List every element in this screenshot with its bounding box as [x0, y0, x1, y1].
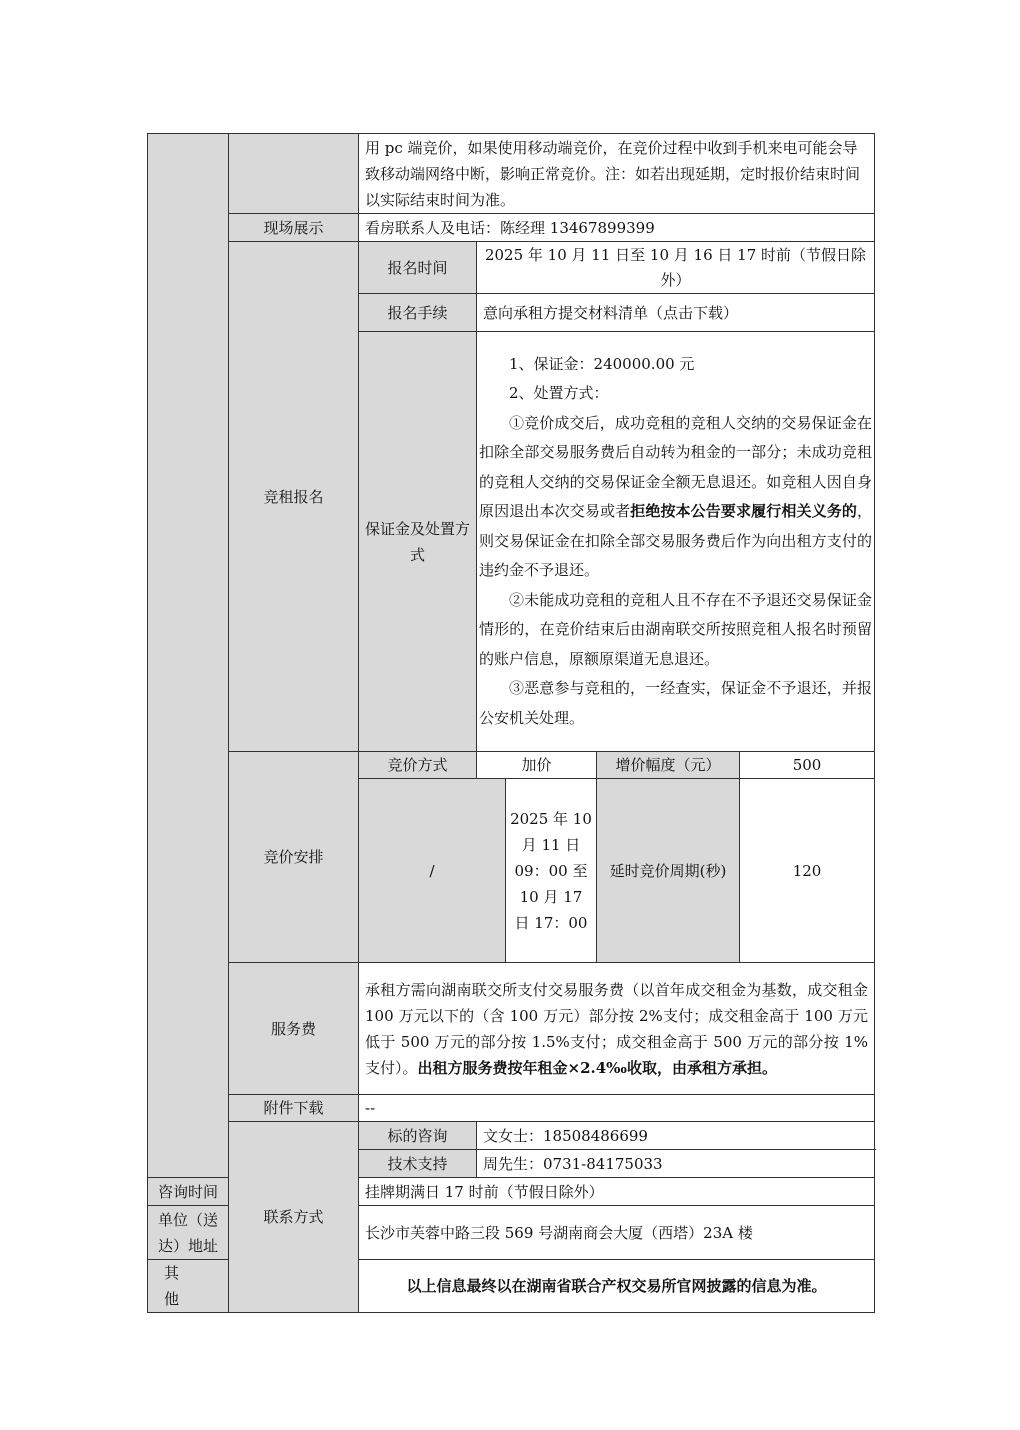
- deposit-label: 保证金及处置方式: [359, 332, 477, 752]
- deposit-para-3: ③恶意参与竞租的，一经查实，保证金不予退还，并报公安机关处理。: [479, 679, 873, 727]
- bid-method-value: 加价: [477, 752, 597, 779]
- bid-period: 2025 年 10 月 11 日 09：00 至 10 月 17 日 17：00: [506, 779, 597, 963]
- site-show-value: 看房联系人及电话：陈经理 13467899399: [359, 214, 875, 242]
- service-fee-text: 承租方需向湖南联交所支付交易服务费（以首年成交租金为基数，成交租金 100 万元以下的（含 100 万元）部分按 2%支付；成交租金高于 100 万元低于 500 万元的部分按 1.5%支付；成交租金高于 500 万元的部分按 1%支付）。: [365, 980, 869, 1077]
- site-show-label: 现场展示: [229, 214, 359, 242]
- deposit-method-title: 2、处置方式：: [509, 384, 609, 403]
- deposit-amount: 1、保证金：240000.00 元: [509, 354, 695, 373]
- reg-procedure-label: 报名手续: [359, 294, 477, 332]
- bid-slash-cell: /: [359, 779, 506, 963]
- rules-label-cell: [229, 134, 359, 214]
- tech-label: 技术支持: [359, 1150, 477, 1178]
- deposit-para-1-bold: 拒绝按本公告要求履行相关义务的: [630, 502, 857, 521]
- increment-label: 增价幅度（元）: [597, 752, 740, 779]
- service-fee-bold: 出租方服务费按年租金×2.4‰收取，由承租方承担。: [417, 1058, 777, 1077]
- delay-label: 延时竞价周期(秒): [597, 779, 740, 963]
- deposit-para-1a: ①竞价成交后，成功竞租的竞租人交纳的交易保证金在扣除全部交易服务费后自动转为租金的一部分；未成功竞租的竞租人交纳的交易保证金全额无息退还。如竞租人因自身原因退出本次交易或者: [479, 413, 873, 521]
- attachment-label: 附件下载: [229, 1095, 359, 1122]
- reg-procedure-value: 意向承租方提交材料清单（点击下载）: [477, 294, 875, 332]
- bidding-label: 竞价安排: [229, 752, 359, 963]
- contact-label: 联系方式: [229, 1122, 359, 1313]
- service-fee-content: [359, 963, 875, 1095]
- other-value: 以上信息最终以在湖南省联合产权交易所官网披露的信息为准。: [359, 1260, 875, 1313]
- other-label: 其他: [148, 1260, 229, 1313]
- address-label: 单位（送达）地址: [148, 1206, 229, 1260]
- consult-label: 标的咨询: [359, 1122, 477, 1150]
- deposit-para-1b: ，则交易保证金在扣除全部交易服务费后作为向出租方支付的违约金不予退还。: [479, 502, 873, 580]
- address-value: 长沙市芙蓉中路三段 569 号湖南商会大厦（西塔）23A 楼: [359, 1206, 875, 1260]
- deposit-para-2: ②未能成功竞租的竞租人且不存在不予退还交易保证金情形的，在竞价结束后由湖南联交所按照竞租人报名时预留的账户信息，原额原渠道无息退还。: [479, 590, 873, 668]
- delay-value: 120: [740, 779, 875, 963]
- reg-time-value: 2025 年 10 月 11 日至 10 月 16 日 17 时前（节假日除外）: [477, 242, 875, 294]
- left-category-cell: [148, 134, 229, 1178]
- attachment-value[interactable]: --: [359, 1095, 875, 1122]
- service-fee-label: 服务费: [229, 963, 359, 1095]
- increment-value: 500: [740, 752, 875, 779]
- consult-time-label: 咨询时间: [148, 1178, 229, 1206]
- rules-text: 用 pc 端竞价，如果使用移动端竞价，在竞价过程中收到手机来电可能会导致移动端网络中断，影响正常竞价。注：如若出现延期，定时报价结束时间以实际结束时间为准。: [359, 134, 875, 214]
- tech-value: 周先生：0731-84175033: [477, 1150, 875, 1178]
- bid-method-label: 竞价方式: [359, 752, 477, 779]
- deposit-content: [477, 332, 875, 752]
- consult-time-value: 挂牌期满日 17 时前（节假日除外）: [359, 1178, 875, 1206]
- reg-time-label: 报名时间: [359, 242, 477, 294]
- announcement-table: [147, 133, 875, 1313]
- consult-value: 文女士：18508486699: [477, 1122, 875, 1150]
- registration-label: 竞租报名: [229, 242, 359, 752]
